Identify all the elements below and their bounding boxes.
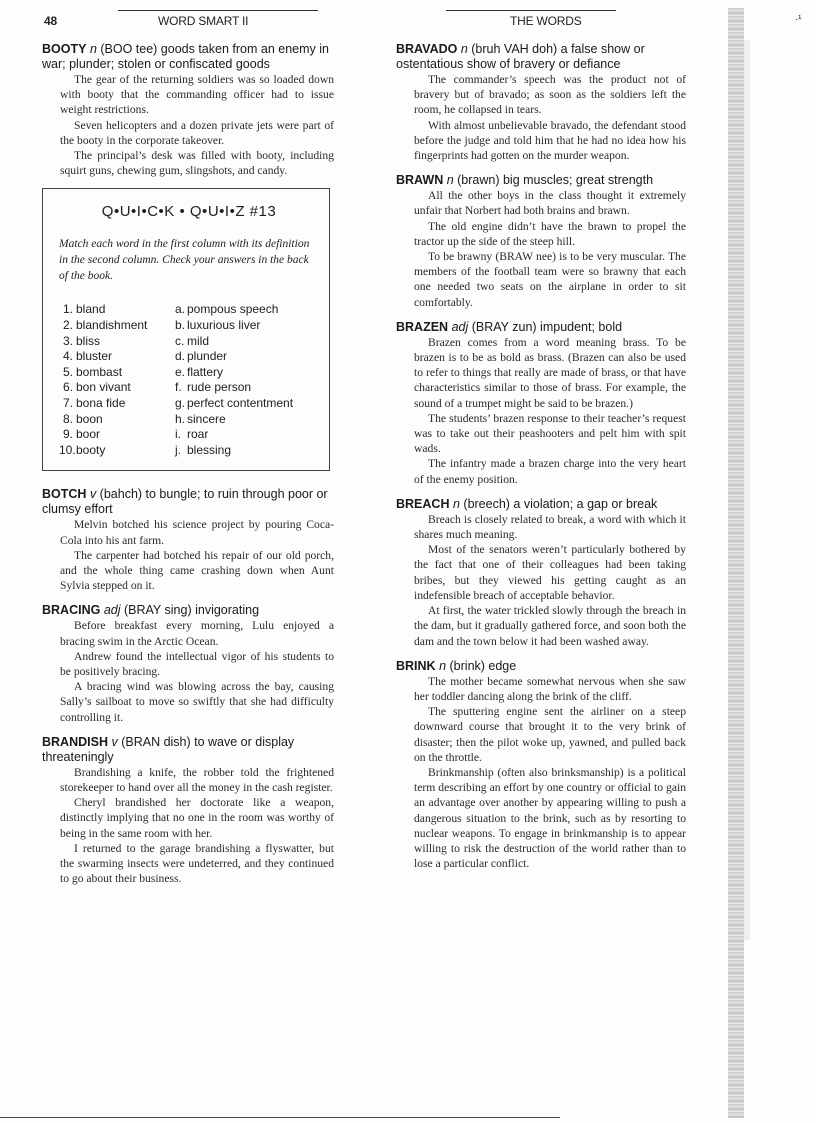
quiz-row — [59, 349, 319, 365]
quiz-word: boor — [76, 427, 101, 442]
header-rule-right — [446, 10, 616, 11]
definition: (BRAY zun) impudent; bold — [471, 319, 623, 334]
example-sentence: The mother became somewhat nervous when she saw her toddler dancing along the brink of the cliff. — [414, 674, 686, 703]
quiz-number: 3. — [62, 333, 73, 348]
headword: BRACING — [42, 603, 101, 618]
example-sentence: I returned to the garage brandishing a flyswatter, but the swarming insects were undeterred, and they continued to go about their business. — [60, 841, 334, 886]
part-of-speech: adj — [451, 319, 469, 334]
dictionary-entry — [42, 487, 334, 593]
example-sentence: The infantry made a brazen charge into the very heart of the enemy position. — [414, 457, 686, 486]
quiz-row — [59, 380, 319, 396]
entry-heading — [42, 735, 334, 765]
headword: BRAWN — [396, 173, 444, 188]
quiz-word: bliss — [76, 333, 101, 348]
dictionary-entry — [42, 603, 334, 724]
left-bottom-entries — [42, 487, 334, 886]
entry-heading — [396, 659, 686, 674]
quiz-row — [59, 412, 319, 428]
quiz-definition: blessing — [187, 442, 232, 457]
headword: BRINK — [396, 658, 436, 673]
part-of-speech: n — [452, 496, 460, 511]
quiz-row — [59, 302, 319, 318]
quiz-letter: i. — [175, 427, 181, 442]
quiz-word: bon vivant — [76, 380, 131, 395]
section-title: THE WORDS — [510, 14, 582, 28]
left-top-entries — [42, 42, 334, 178]
quiz-letter: d. — [175, 349, 186, 364]
example-sentence: Andrew found the intellectual vigor of his students to be positively bracing. — [60, 649, 334, 678]
scan-binding-edge — [728, 8, 744, 1118]
quiz-number: 8. — [62, 411, 73, 426]
definition: (BRAY sing) invigorating — [124, 603, 260, 618]
definition: (BOO tee) goods taken from an enemy in war; plunder; stolen or confiscated goods — [42, 42, 329, 71]
example-sentence: The principal’s desk was filled with booty, including squirt guns, chewing gum, slingshots, and candy. — [60, 149, 334, 178]
quiz-word: boon — [76, 411, 103, 426]
quiz-word: blandishment — [76, 318, 148, 333]
quiz-row — [59, 396, 319, 412]
quiz-instructions: Match each word in the first column with its definition in the second column. Check your answers in the back of the book. — [59, 238, 310, 283]
dictionary-entry — [42, 735, 334, 887]
headword: BRAZEN — [396, 319, 449, 334]
part-of-speech: v — [111, 734, 118, 749]
quiz-definition: perfect contentment — [187, 395, 294, 410]
headword: BOTCH — [42, 487, 87, 502]
example-sentence: To be brawny (BRAW nee) is to be very muscular. The members of the football team were so brawny that each one needed two seats on the airplane in order to sit comfortably. — [414, 250, 686, 309]
book-title: WORD SMART II — [158, 14, 249, 28]
part-of-speech: v — [89, 487, 97, 502]
part-of-speech: adj — [103, 603, 121, 618]
quiz-definition: roar — [187, 427, 209, 442]
quiz-number: 1. — [62, 302, 73, 317]
quiz-row — [59, 318, 319, 334]
definition: (breech) a violation; a gap or break — [463, 496, 658, 511]
example-sentence: At first, the water trickled slowly through the breach in the dam, but it gradually gathered force, and soon both the dam and the town below it had been washed away. — [414, 604, 686, 648]
entry-heading — [42, 603, 334, 618]
part-of-speech: n — [460, 42, 468, 56]
entry-heading — [396, 497, 686, 512]
example-sentence: Before breakfast every morning, Lulu enjoyed a bracing swim in the Arctic Ocean. — [60, 619, 334, 648]
quiz-word: bona fide — [76, 395, 126, 410]
example-sentence: The carpenter had botched his repair of our old porch, and the whole thing came crashing down when Aunt Sylvia stepped on it. — [60, 548, 334, 593]
example-sentence: The sputtering engine sent the airliner on a steep downward course that brought it to the very brink of disaster; then the pilot woke up, yawned, and pulled back on the throttle. — [414, 705, 686, 764]
quiz-item-list — [59, 302, 319, 458]
quiz-word: booty — [76, 442, 106, 457]
dictionary-entry — [42, 42, 334, 178]
quiz-word: bland — [76, 302, 106, 317]
quiz-number: 6. — [62, 380, 73, 395]
right-column — [396, 42, 686, 881]
example-sentence: Most of the senators weren’t particularly bothered by the fact that one of their colleagues had been taking bribes, but they viewed his getting caught as an indefensible breach of acceptable behavior. — [414, 543, 686, 602]
quiz-number: 9. — [62, 427, 73, 442]
page-bottom-rule — [0, 1117, 560, 1118]
definition: (bahch) to bungle; to ruin through poor or clumsy effort — [42, 487, 328, 517]
quiz-number: 2. — [62, 318, 73, 333]
quiz-definition: pompous speech — [187, 302, 279, 317]
example-sentence: Brandishing a knife, the robber told the frightened storekeeper to hand over all the money in the cash register. — [60, 765, 334, 794]
quiz-definition: flattery — [187, 364, 224, 379]
header-rule-left — [118, 10, 318, 11]
quiz-row — [59, 427, 319, 443]
quiz-number: 5. — [62, 364, 73, 379]
headword: BREACH — [396, 496, 450, 511]
part-of-speech: n — [446, 173, 454, 188]
definition: (brawn) big muscles; great strength — [457, 173, 654, 188]
quiz-definition: luxurious liver — [187, 318, 261, 333]
example-sentence: Cheryl brandished her doctorate like a weapon, distinctly implying that no one in the room was worthy of being in the same room with her. — [60, 796, 334, 840]
example-sentence: Brazen comes from a word meaning brass. To be brazen is to be as bold as brass. (Brazen can also be used to refer to things that really are made of brass, or that have characteristics similar to those of brass. For example, the sound of a trumpet might be said to be brazen.) — [414, 335, 686, 410]
scan-shadow — [744, 40, 750, 940]
example-sentence: The old engine didn’t have the brawn to propel the tractor up the side of the steep hill. — [414, 219, 686, 248]
left-column — [42, 42, 334, 896]
quiz-word: bombast — [76, 364, 123, 379]
quiz-number: 4. — [62, 349, 73, 364]
quiz-letter: a. — [175, 302, 186, 317]
dictionary-entry — [396, 320, 686, 487]
quiz-letter: h. — [175, 411, 186, 426]
dictionary-entry — [396, 659, 686, 872]
dictionary-entry — [396, 42, 686, 163]
definition: (brink) edge — [449, 658, 517, 673]
example-sentence: A bracing wind was blowing across the bay, causing Sally’s sailboat to move so swiftly that she had difficulty controlling it. — [60, 680, 334, 724]
entry-heading — [396, 42, 686, 72]
entry-heading — [42, 42, 334, 72]
quiz-letter: f. — [175, 380, 182, 395]
quiz-definition: sincere — [187, 411, 226, 426]
part-of-speech: n — [439, 658, 447, 673]
quiz-number: 10. — [59, 442, 76, 457]
quiz-definition: rude person — [187, 380, 252, 395]
quiz-row — [59, 334, 319, 350]
example-sentence: Melvin botched his science project by pouring Coca-Cola into his ant farm. — [60, 518, 334, 547]
definition: (BRAN dish) to wave or display threateningly — [42, 734, 295, 764]
example-sentence: The students’ brazen response to their teacher’s request was to take out their peashooters and pelt him with spit wads. — [414, 411, 686, 456]
quiz-row — [59, 443, 319, 459]
headword: BRAVADO — [396, 42, 458, 56]
quiz-letter: b. — [175, 318, 186, 333]
example-sentence: All the other boys in the class thought it extremely unfair that Norbert had both brains and brawn. — [414, 189, 686, 218]
part-of-speech: n — [89, 42, 97, 56]
example-sentence: Breach is closely related to break, a word with which it shares much meaning. — [414, 512, 686, 542]
quiz-letter: c. — [175, 333, 185, 348]
headword: BRANDISH — [42, 734, 108, 749]
quiz-title: Q•U•I•C•K • Q•U•I•Z #13 — [101, 203, 277, 221]
entry-heading — [396, 173, 686, 188]
headword: BOOTY — [42, 42, 87, 56]
entry-heading — [396, 320, 686, 335]
quiz-letter: g. — [175, 395, 186, 410]
dictionary-entry — [396, 173, 686, 310]
quiz-definition: mild — [187, 333, 210, 348]
example-sentence: With almost unbelievable bravado, the defendant stood before the judge and told him that he had no idea how his fingerprints had gotten on the murder weapon. — [414, 118, 686, 163]
quiz-letter: e. — [175, 364, 186, 379]
quiz-row — [59, 365, 319, 381]
example-sentence: Brinkmanship (often also brinksmanship) is a political term describing an effort by one country or official to gain an advantage over another by appearing willing to push a dangerous situation to the brink, such as by resorting to nuclear weapons. To engage in brinkmanship is to appear willing to risk the destruction of the world rather than to lose a particular conflict. — [414, 765, 686, 871]
quiz-letter: j. — [175, 442, 181, 457]
quiz-definition: plunder — [187, 349, 228, 364]
quick-quiz-box — [42, 188, 330, 471]
dictionary-entry — [396, 497, 686, 649]
example-sentence: The gear of the returning soldiers was so loaded down with booty that the commanding officer had to issue weight restrictions. — [60, 73, 334, 117]
right-entries — [396, 42, 686, 871]
definition: (bruh VAH doh) a false show or ostentatious show of bravery or defiance — [396, 42, 645, 71]
page-number: 48 — [44, 14, 57, 28]
corner-mark: ·¹ — [795, 14, 802, 25]
quiz-number: 7. — [62, 395, 73, 410]
quiz-word: bluster — [76, 349, 113, 364]
entry-heading — [42, 487, 334, 517]
example-sentence: Seven helicopters and a dozen private jets were part of the booty in the corporate takeover. — [60, 118, 334, 147]
example-sentence: The commander’s speech was the product not of bravery but of bravado; as soon as the soldiers left the room, he collapsed in tears. — [414, 73, 686, 117]
